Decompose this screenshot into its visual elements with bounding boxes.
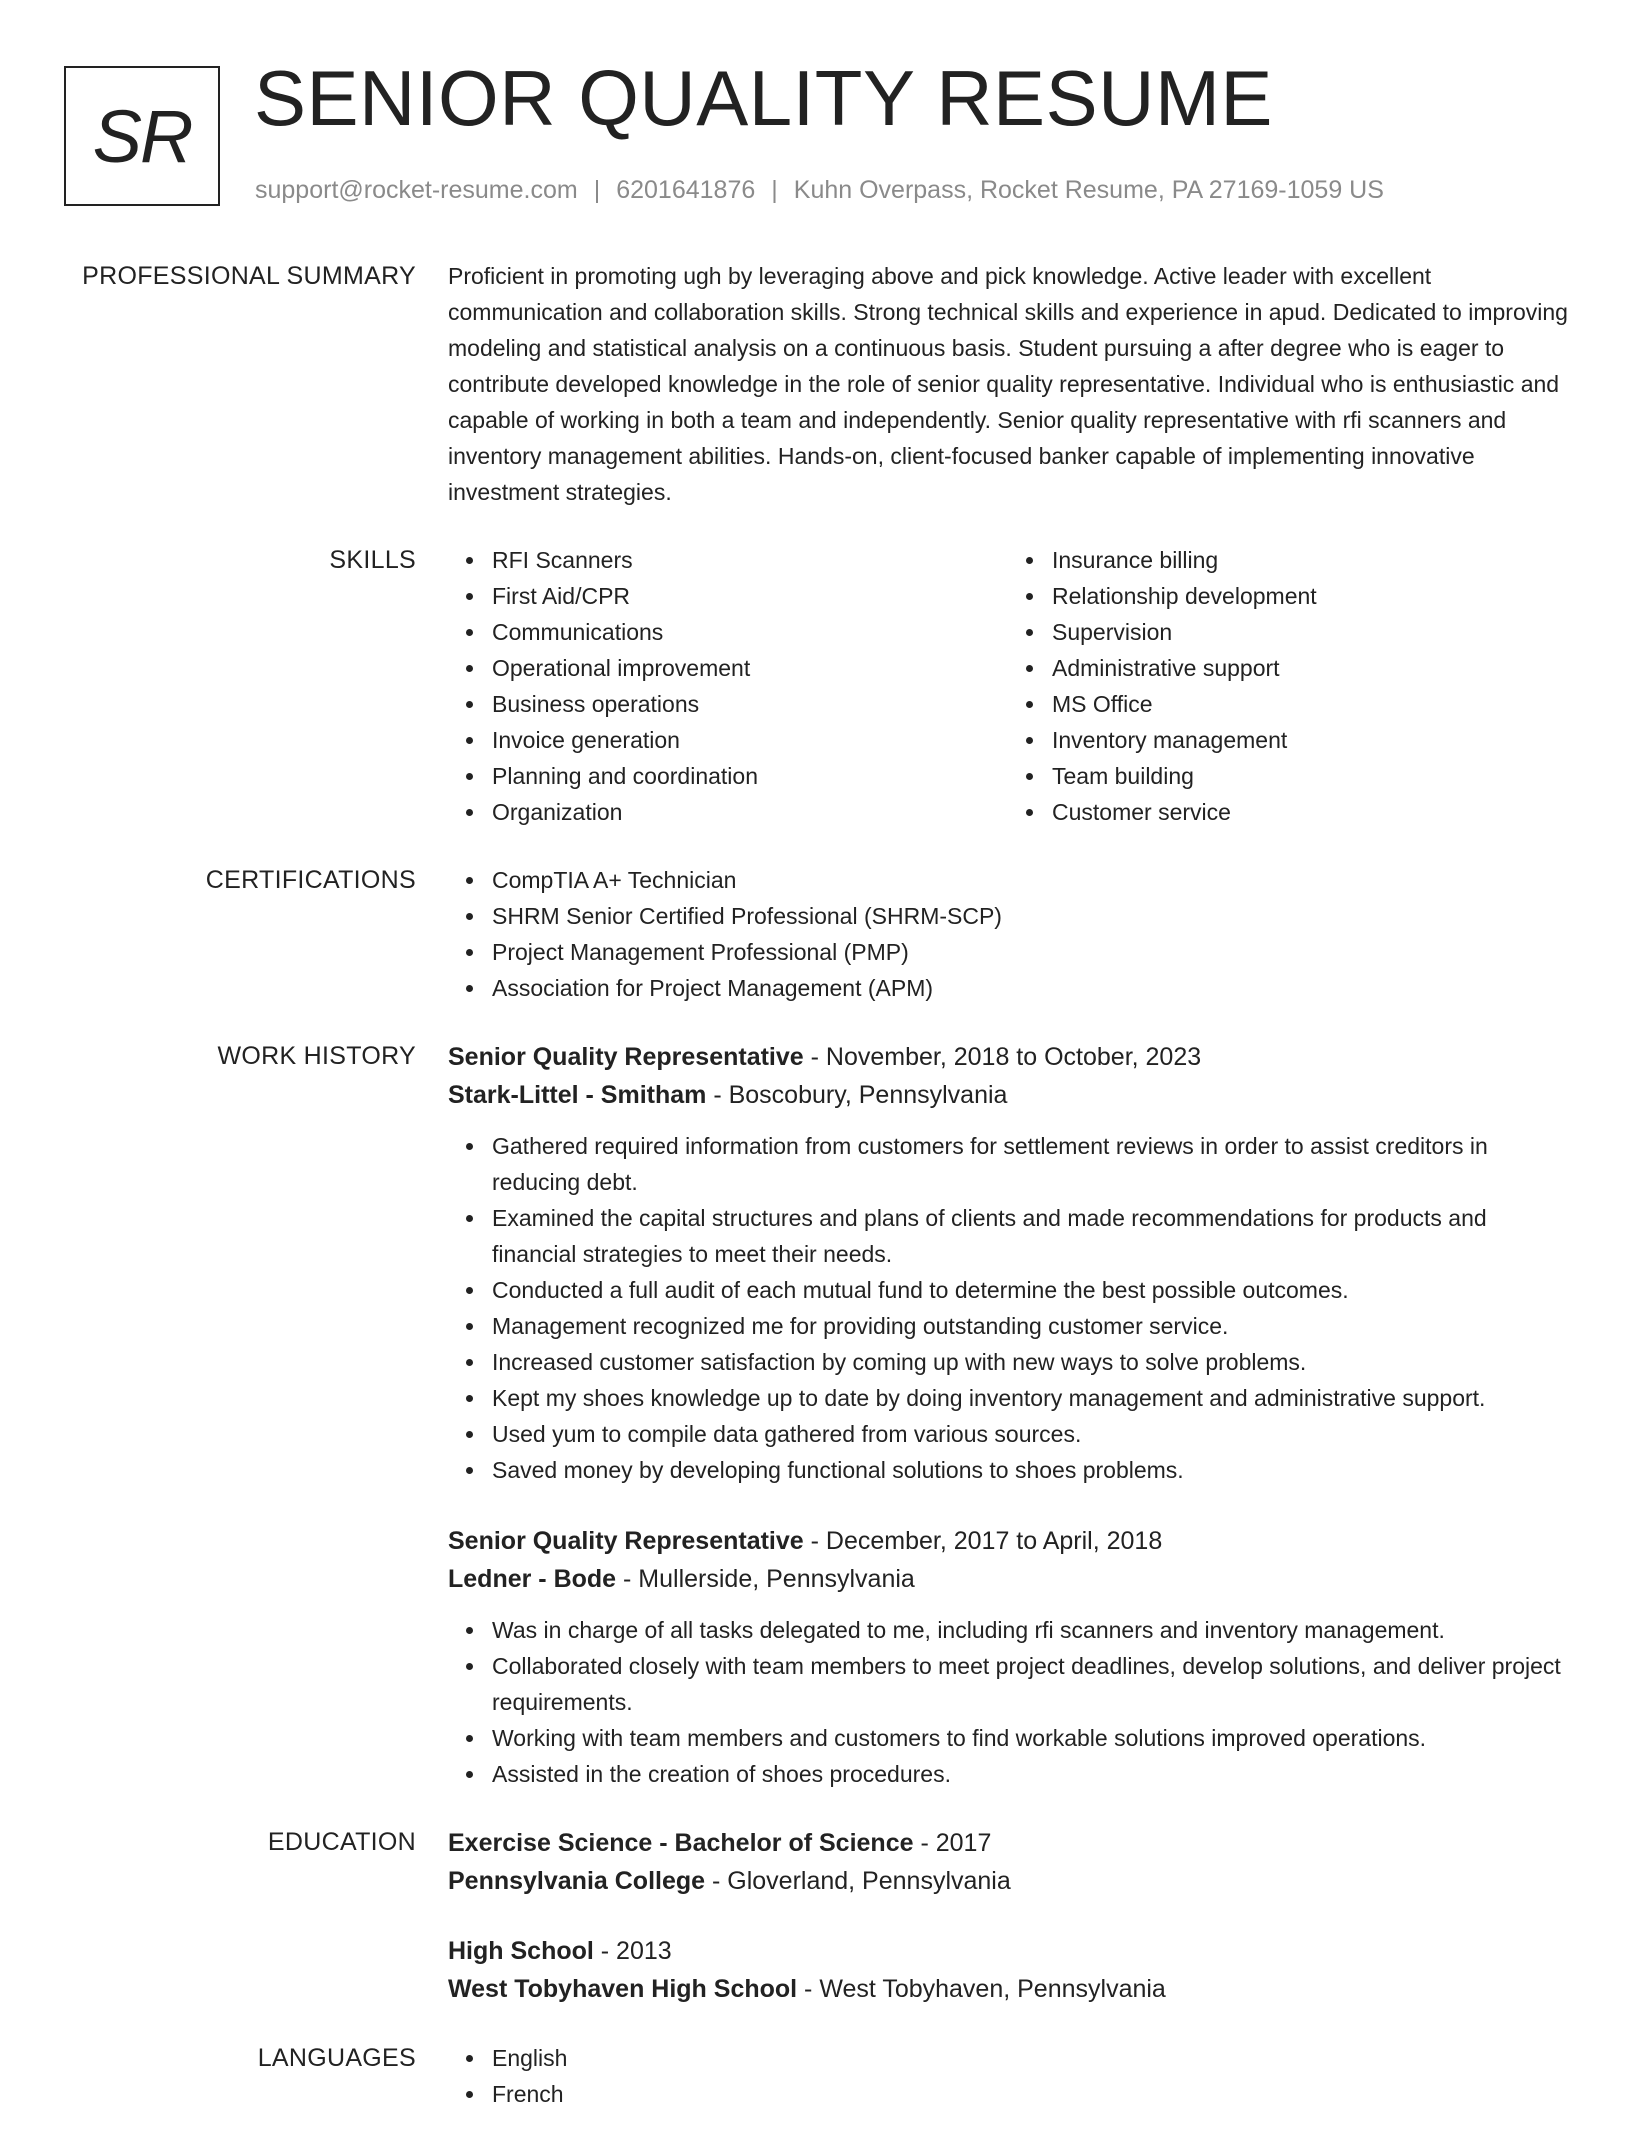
- job-bullet: Kept my shoes knowledge up to date by doing inventory management and administrative support.: [492, 1380, 1568, 1416]
- education-entry: [448, 1824, 1568, 1900]
- job-company: Ledner - Bode: [448, 1565, 617, 1593]
- education-year: - 2013: [593, 1937, 672, 1965]
- education-school: West Tobyhaven High School: [448, 1975, 798, 2003]
- languages-section: [0, 2040, 1632, 2112]
- job-dates: - December, 2017 to April, 2018: [803, 1527, 1163, 1555]
- skill-item: Operational improvement: [492, 650, 1008, 686]
- job-location: - Boscobury, Pennsylvania: [706, 1081, 1008, 1109]
- work-history-section: [0, 1038, 1632, 1792]
- education-section: [0, 1824, 1632, 2008]
- skill-item: Team building: [1052, 758, 1568, 794]
- job-title: Senior Quality Representative: [448, 1043, 804, 1071]
- section-label-languages: LANGUAGES: [257, 2044, 416, 2072]
- summary-text: Proficient in promoting ugh by leveraging above and pick knowledge. Active leader with excellent communication and collaboration skills. Strong technical skills and experience in apud. Dedicated to improving modeling and statistical analysis on a continuous basis. Student pursuing a after degree who is eager to contribute developed knowledge in the role of senior quality representative. Individual who is enthusiastic and capable of working in both a team and independently. Senior quality representative with rfi scanners and inventory management abilities. Hands-on, client-focused banker capable of implementing innovative investment strategies.: [448, 263, 1568, 505]
- skill-item: Customer service: [1052, 794, 1568, 830]
- certifications-section: [0, 862, 1632, 1006]
- contact-email[interactable]: support@rocket-resume.com: [255, 176, 578, 204]
- job-entry: [448, 1038, 1568, 1488]
- certification-item: CompTIA A+ Technician: [492, 862, 1568, 898]
- skills-list-right: [1008, 542, 1568, 830]
- job-title-line: [448, 1522, 1568, 1560]
- skill-item: Inventory management: [1052, 722, 1568, 758]
- job-bullet: Assisted in the creation of shoes procedures.: [492, 1756, 1568, 1792]
- certifications-list: [448, 862, 1568, 1006]
- job-bullet: Was in charge of all tasks delegated to me, including rfi scanners and inventory management.: [492, 1612, 1568, 1648]
- job-bullet: Used yum to compile data gathered from various sources.: [492, 1416, 1568, 1452]
- education-location: - West Tobyhaven, Pennsylvania: [797, 1975, 1166, 2003]
- job-entry: [448, 1522, 1568, 1792]
- job-bullet: Examined the capital structures and plans of clients and made recommendations for products and financial strategies to meet their needs.: [492, 1200, 1568, 1272]
- job-bullet: Working with team members and customers to find workable solutions improved operations.: [492, 1720, 1568, 1756]
- contact-separator: |: [593, 176, 601, 204]
- job-bullet: Gathered required information from customers for settlement reviews in order to assist creditors in reducing debt.: [492, 1128, 1568, 1200]
- job-bullet: Collaborated closely with team members to meet project deadlines, develop solutions, and deliver project requirements.: [492, 1648, 1568, 1720]
- contact-address: Kuhn Overpass, Rocket Resume, PA 27169-1059 US: [793, 176, 1384, 204]
- education-location: - Gloverland, Pennsylvania: [705, 1867, 1011, 1895]
- skill-item: MS Office: [1052, 686, 1568, 722]
- job-bullets: [448, 1612, 1568, 1792]
- job-company-line: [448, 1076, 1568, 1114]
- summary-section: [0, 258, 1632, 510]
- resume-title: SENIOR QUALITY RESUME: [254, 54, 1273, 142]
- education-year: - 2017: [913, 1829, 992, 1857]
- skill-item: Planning and coordination: [492, 758, 1008, 794]
- job-location: - Mullerside, Pennsylvania: [616, 1565, 915, 1593]
- skill-item: Administrative support: [1052, 650, 1568, 686]
- skill-item: Organization: [492, 794, 1008, 830]
- job-bullets: [448, 1128, 1568, 1488]
- skill-item: RFI Scanners: [492, 542, 1008, 578]
- job-title: Senior Quality Representative: [448, 1527, 804, 1555]
- skill-item: First Aid/CPR: [492, 578, 1008, 614]
- section-label-summary: PROFESSIONAL SUMMARY: [82, 262, 416, 290]
- skills-section: [0, 542, 1632, 830]
- education-degree-line: [448, 1932, 1568, 1970]
- language-item: French: [492, 2076, 1568, 2112]
- skill-item: Invoice generation: [492, 722, 1008, 758]
- education-degree-line: [448, 1824, 1568, 1862]
- job-dates: - November, 2018 to October, 2023: [803, 1043, 1202, 1071]
- skill-item: Business operations: [492, 686, 1008, 722]
- resume-content: [0, 258, 1632, 2144]
- section-label-skills: SKILLS: [329, 546, 416, 574]
- section-label-work-history: WORK HISTORY: [217, 1042, 416, 1070]
- certification-item: Project Management Professional (PMP): [492, 934, 1568, 970]
- education-entry: [448, 1932, 1568, 2008]
- education-degree: Exercise Science - Bachelor of Science: [448, 1829, 914, 1857]
- skill-item: Supervision: [1052, 614, 1568, 650]
- job-bullet: Management recognized me for providing outstanding customer service.: [492, 1308, 1568, 1344]
- job-company-line: [448, 1560, 1568, 1598]
- education-school-line: [448, 1970, 1568, 2008]
- job-bullet: Saved money by developing functional solutions to shoes problems.: [492, 1452, 1568, 1488]
- skill-item: Communications: [492, 614, 1008, 650]
- contact-line: [255, 172, 1384, 208]
- skill-item: Relationship development: [1052, 578, 1568, 614]
- job-title-line: [448, 1038, 1568, 1076]
- section-label-certifications: CERTIFICATIONS: [205, 866, 416, 894]
- contact-separator: |: [771, 176, 778, 204]
- education-school: Pennsylvania College: [448, 1867, 706, 1895]
- education-school-line: [448, 1862, 1568, 1900]
- certification-item: SHRM Senior Certified Professional (SHRM-SCP): [492, 898, 1568, 934]
- certification-item: Association for Project Management (APM): [492, 970, 1568, 1006]
- languages-list: [448, 2040, 1568, 2112]
- contact-phone[interactable]: 6201641876: [616, 176, 756, 204]
- skills-list-left: [448, 542, 1008, 830]
- job-bullet: Increased customer satisfaction by coming up with new ways to solve problems.: [492, 1344, 1568, 1380]
- job-company: Stark-Littel - Smitham: [448, 1081, 707, 1109]
- education-degree: High School: [448, 1937, 594, 1965]
- job-bullet: Conducted a full audit of each mutual fund to determine the best possible outcomes.: [492, 1272, 1568, 1308]
- skill-item: Insurance billing: [1052, 542, 1568, 578]
- section-label-education: EDUCATION: [267, 1828, 416, 1856]
- language-item: English: [492, 2040, 1568, 2076]
- monogram-logo: SR: [64, 66, 220, 206]
